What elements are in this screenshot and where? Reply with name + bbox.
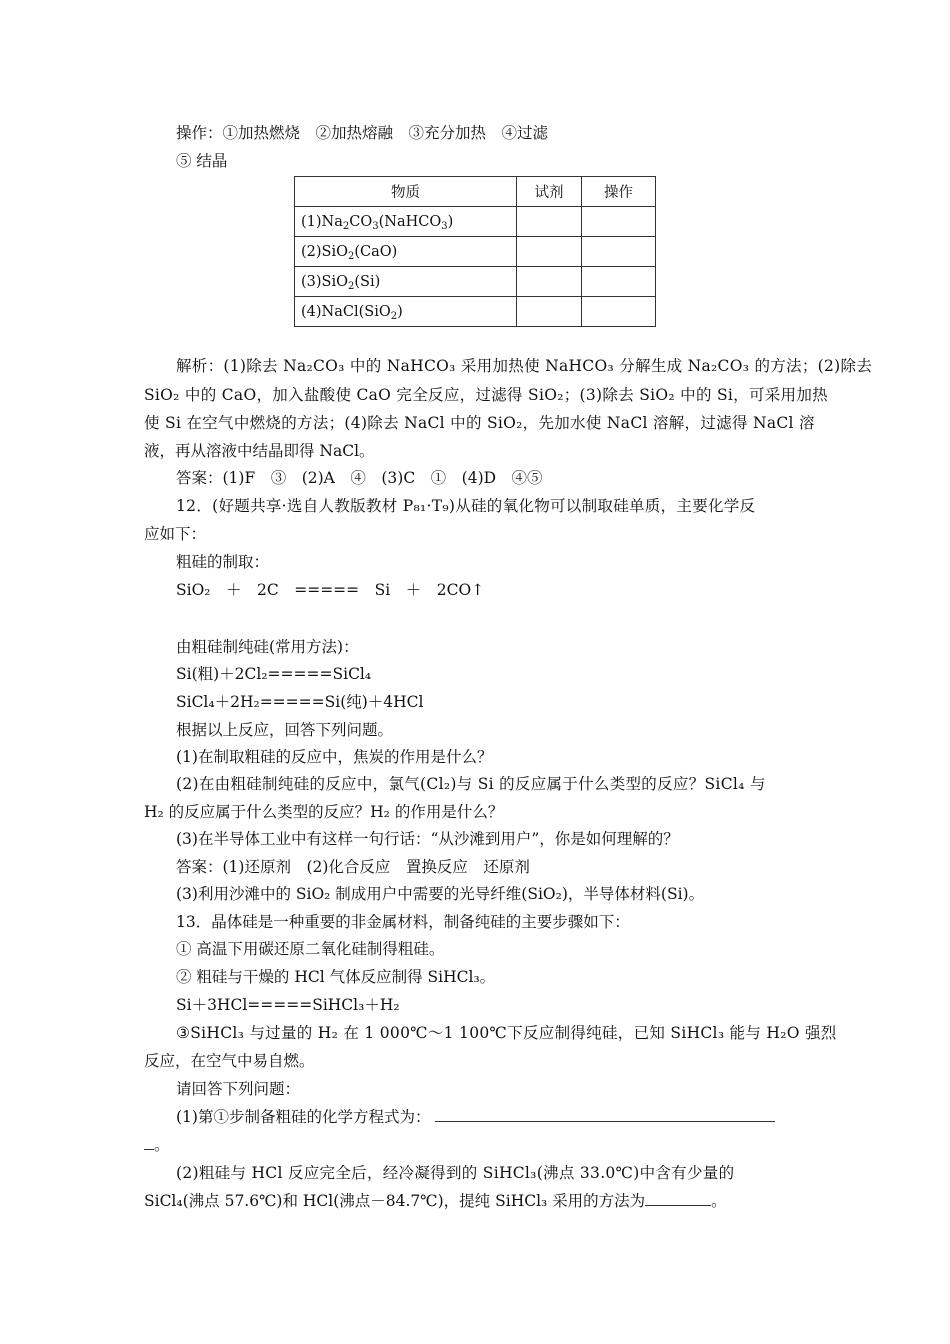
operation-cell xyxy=(582,237,656,267)
pure-silicon-title: 由粗硅制纯硅(常用方法)： xyxy=(176,638,359,656)
question-13-step-1: ① 高温下用碳还原二氧化硅制得粗硅。 xyxy=(176,940,445,958)
analysis-line: 解析：(1)除去 Na₂CO₃ 中的 NaHCO₃ 采用加热使 NaHCO₃ 分解生成 Na₂CO₃ 的方法；(2)除去 xyxy=(176,357,873,375)
crude-silicon-equation: SiO₂ ＋ 2C ===== Si ＋ 2CO↑ xyxy=(176,581,485,599)
header-substance: 物质 xyxy=(295,177,517,207)
crude-silicon-title: 粗硅的制取： xyxy=(176,553,270,571)
question-12-answer-3: (3)利用沙滩中的 SiO₂ 制成用户中需要的光导纤维(SiO₂)，半导体材料(Si)。 xyxy=(176,885,705,903)
question-12-answer: 答案：(1)还原剂 (2)化合反应 置换反应 还原剂 xyxy=(176,858,530,876)
header-operation: 操作 xyxy=(582,177,656,207)
reagent-cell xyxy=(517,207,582,237)
operations-line-2: ⑤ 结晶 xyxy=(176,152,228,170)
question-12-part-3: (3)在半导体工业中有这样一句行话：“从沙滩到用户”，你是如何理解的？ xyxy=(176,830,679,848)
header-reagent: 试剂 xyxy=(517,177,582,207)
analysis-line: SiO₂ 中的 CaO，加入盐酸使 CaO 完全反应，过滤得 SiO₂；(3)除去 SiO₂ 中的 Si，可采用加热 xyxy=(144,386,828,404)
reagent-cell xyxy=(517,297,582,327)
question-13-part-1: (1)第①步制备粗硅的化学方程式为： xyxy=(176,1107,775,1127)
equation-reduction: SiCl₄＋2H₂=====Si(纯)＋4HCl xyxy=(176,693,424,711)
substance-table xyxy=(294,176,656,327)
table-row xyxy=(295,237,656,267)
answer-line: 答案：(1)F ③ (2)A ④ (3)C ① (4)D ④⑤ xyxy=(176,469,543,487)
operation-cell xyxy=(582,207,656,237)
equation-chlorination: Si(粗)＋2Cl₂=====SiCl₄ xyxy=(176,665,372,683)
table-row xyxy=(295,267,656,297)
question-13-equation: Si＋3HCl=====SiHCl₃＋H₂ xyxy=(176,996,400,1014)
question-12-part-1: (1)在制取粗硅的反应中，焦炭的作用是什么？ xyxy=(176,748,493,766)
question-13-prompt: 请回答下列问题： xyxy=(176,1080,301,1098)
table-row xyxy=(295,297,656,327)
substance-cell: (3)SiO$_2$(Si) xyxy=(295,267,517,297)
operation-cell xyxy=(582,267,656,297)
operations-line: 操作：①加热燃烧 ②加热熔融 ③充分加热 ④过滤 xyxy=(176,124,549,142)
question-12-part-2: (2)在由粗硅制纯硅的反应中，氯气(Cl₂)与 Si 的反应属于什么类型的反应？SiCl₄ 与 xyxy=(176,775,766,793)
question-12-part-2-cont: H₂ 的反应属于什么类型的反应？H₂ 的作用是什么？ xyxy=(144,803,504,821)
question-13-step-3-cont: 反应，在空气中易自燃。 xyxy=(144,1052,315,1070)
answer-blank-tail[interactable] xyxy=(144,1135,154,1150)
question-12-stem: 12．(好题共享·选自人教版教材 P₈₁·T₉)从硅的氧化物可以制取硅单质，主要化学反 xyxy=(176,497,756,515)
question-13-stem: 13．晶体硅是一种重要的非金属材料，制备纯硅的主要步骤如下： xyxy=(176,913,630,931)
question-12-prompt: 根据以上反应，回答下列问题。 xyxy=(176,721,394,739)
table-row xyxy=(295,207,656,237)
question-13-step-3: ③SiHCl₃ 与过量的 H₂ 在 1 000℃～1 100℃下反应制得纯硅，已知 SiHCl₃ 能与 H₂O 强烈 xyxy=(176,1024,837,1042)
operation-cell xyxy=(582,297,656,327)
analysis-line: 液，再从溶液中结晶即得 NaCl。 xyxy=(144,442,375,460)
substance-cell: $(1)Na_2CO_3(NaHCO_3)$ xyxy=(295,207,517,237)
question-13-step-2: ② 粗硅与干燥的 HCl 气体反应制得 SiHCl₃。 xyxy=(176,968,496,986)
question-13-part-2: (2)粗硅与 HCl 反应完全后，经冷凝得到的 SiHCl₃(沸点 33.0℃)中含有少量的 xyxy=(176,1164,735,1182)
substance-cell: (4)NaCl(SiO$_2$) xyxy=(295,297,517,327)
reagent-cell xyxy=(517,237,582,267)
analysis-line: 使 Si 在空气中燃烧的方法；(4)除去 NaCl 中的 SiO₂，先加水使 NaCl 溶解，过滤得 NaCl 溶 xyxy=(144,414,815,432)
question-13-part-1-end: 。 xyxy=(144,1135,170,1155)
question-13-part-2-cont: SiCl₄(沸点 57.6℃)和 HCl(沸点－84.7℃)，提纯 SiHCl₃ 采用的方法为 。 xyxy=(144,1192,727,1210)
answer-blank[interactable] xyxy=(435,1107,775,1122)
reagent-cell xyxy=(517,267,582,297)
answer-blank[interactable] xyxy=(645,1191,711,1206)
substance-cell: (2)SiO$_2$(CaO) xyxy=(295,237,517,267)
question-12-stem-cont: 应如下： xyxy=(144,525,207,543)
table-header-row xyxy=(295,177,656,207)
